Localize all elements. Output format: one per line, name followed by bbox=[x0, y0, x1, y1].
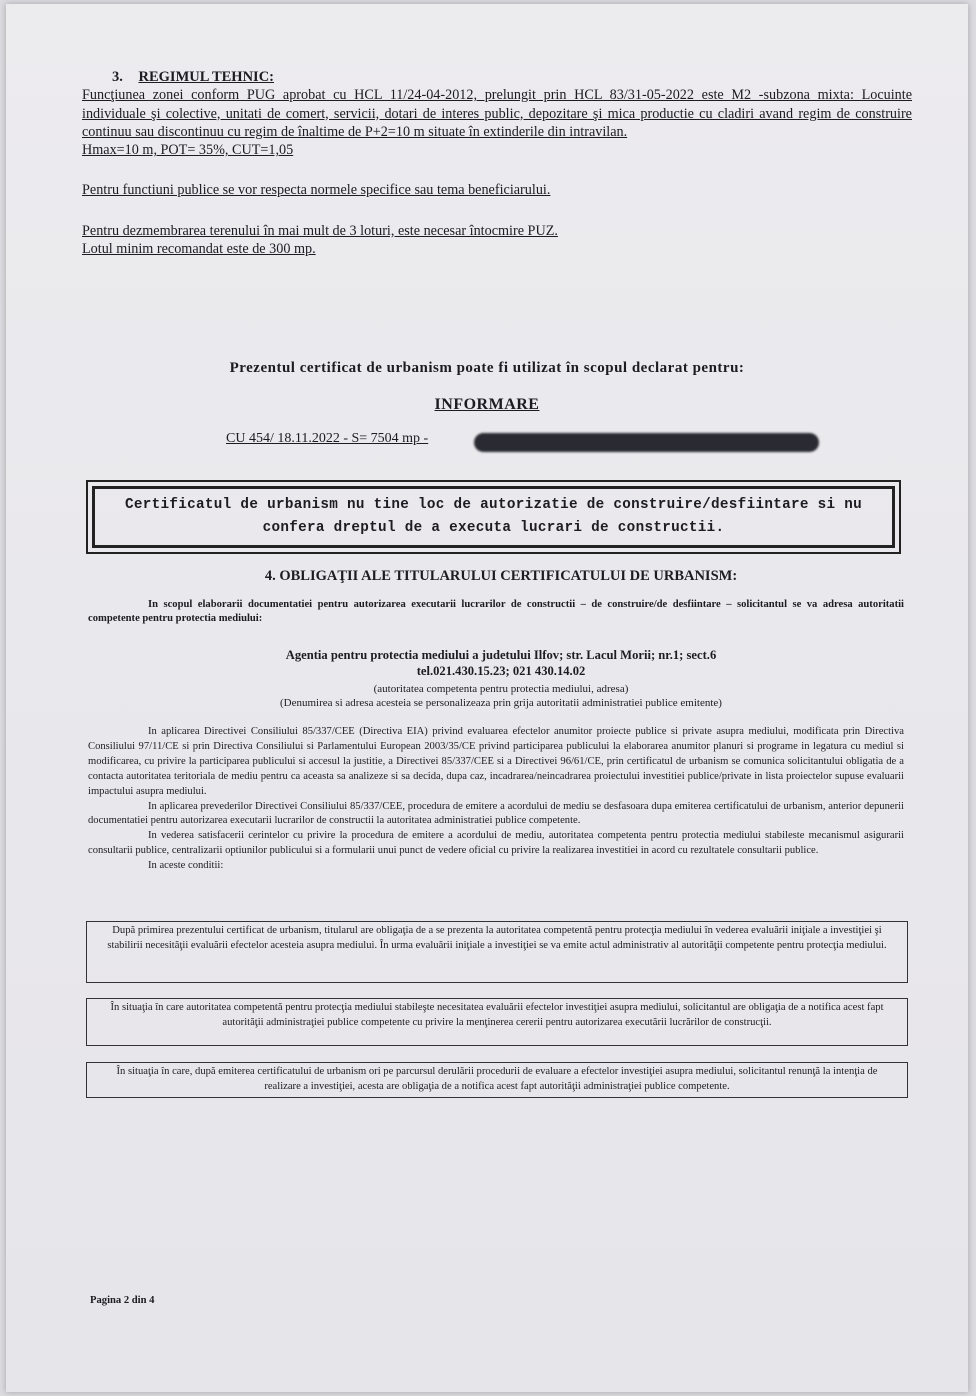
agency-phone: tel.021.430.15.23; 021 430.14.02 bbox=[416, 663, 586, 678]
redaction-bar bbox=[474, 433, 819, 452]
parcel-split-note: Pentru dezmembrarea terenului în mai mult de 3 loturi, este necesar întocmire PUZ. bbox=[82, 222, 558, 239]
agency-notes bbox=[6, 682, 976, 710]
page-number: Pagina 2 din 4 bbox=[90, 1295, 155, 1306]
declared-purpose-intro: Prezentul certificat de urbanism poate fi utilizat în scopul declarat pentru: bbox=[229, 360, 745, 376]
section-4-intro: In scopul elaborarii documentatiei pentru autorizarea executarii lucrarilor de constructii – de construire/de desfiintare – solicitantul se va adresa autoritatii competente pentru protectia mediului: bbox=[88, 599, 904, 624]
agency-address: Agentia pentru protectia mediului a judetului Ilfov; str. Lacul Morii; nr.1; sect.6 bbox=[285, 648, 717, 662]
section-3-heading: REGIMUL TEHNIC: bbox=[138, 69, 274, 85]
agency-note-1: (autoritatea competenta pentru protectia mediului, adresa) bbox=[373, 683, 629, 695]
section-4-body bbox=[88, 725, 904, 874]
conditions-lead: In aceste conditii: bbox=[148, 860, 224, 872]
declared-purpose-value: INFORMARE bbox=[434, 396, 540, 413]
minimum-lot-note: Lotul minim recomandat este de 300 mp. bbox=[82, 241, 316, 258]
obligation-box-1: După primirea prezentului certificat de urbanism, titularul are obligaţia de a se prezenta la autoritatea competentă pentru protecţia mediului în vederea evaluării iniţiale a investiţiei şi stabilirii necesităţii evaluării efectelor acesteia asupra mediului. În urma evaluării iniţiale a investiţiei se va emite actul administrativ al autorităţii competente pentru protecţia mediului. bbox=[86, 921, 908, 983]
public-functions-note: Pentru functiuni publice se vor respecta normele specifice sau tema beneficiarului. bbox=[82, 182, 551, 199]
obligation-box-3: În situaţia în care, după emiterea certificatului de urbanism ori pe parcursul derulării procedurii de evaluare a efectelor investiţiei asupra mediului, solicitantul renunţă la intenţia de realizare a investiţiei, acesta are obligaţia de a notifica acest fapt autorităţii administraţiei publice competente. bbox=[86, 1062, 908, 1098]
obligation-box-2: În situaţia în care autoritatea competentă pentru protecţia mediului stabileşte necesitatea evaluării efectelor investiţiei asupra mediului, solicitantul are obligaţia de a notifica acest fapt autorităţii administraţiei publice competente cu privire la menţinerea cererii pentru autorizarea executării lucrărilor de construcţii. bbox=[86, 998, 908, 1046]
section-4-title: 4. OBLIGAŢII ALE TITULARULUI CERTIFICATULUI DE URBANISM: bbox=[264, 568, 738, 584]
section-3 bbox=[82, 68, 912, 258]
directive-paragraph-3: In vederea satisfacerii cerintelor cu privire la procedura de emitere a acordului de mediu, autoritatea competenta pentru protectia mediului stabileste mecanismul asigurarii consultarii publice, centralizarii optiunilor publicului si a formularii unui punct de vedere oficial cu privire la realizarea investitiei in acord cu rezultatele consultarii publice. bbox=[88, 830, 904, 857]
section-3-title bbox=[82, 68, 912, 86]
warning-box bbox=[86, 480, 901, 554]
zone-values: Hmax=10 m, POT= 35%, CUT=1,05 bbox=[82, 142, 294, 159]
environment-agency bbox=[6, 648, 976, 679]
directive-paragraph-2: In aplicarea prevederilor Directivei Consiliului 85/337/CEE, procedura de emitere a acordului de mediu se desfasoara dupa emiterea certificatului de urbanism, anterior depunerii documentatiei pentru autorizarea executarii lucrarilor de constructii la autoritatea administratiei publice competente. bbox=[88, 800, 904, 827]
section-3-number: 3. bbox=[112, 69, 123, 85]
certificate-reference: CU 454/ 18.11.2022 - S= 7504 mp - bbox=[226, 431, 429, 446]
agency-note-2: (Denumirea si adresa acesteia se personalizeaza prin grija autoritatii administratiei publice emitente) bbox=[280, 697, 722, 709]
zone-function-paragraph: Funcţiunea zonei conform PUG aprobat cu HCL 11/24-04-2012, prelungit prin HCL 83/31-05-2022 este M2 -subzona mixta: Locuinte individuale şi colective, unitati de comert, servicii, dotari de interes public, depozitare şi mica productie cu cladiri avand regim de construire continuu sau discontinuu cu regim de înaltime de P+2=10 m situate în extinderile din intravilan. bbox=[82, 87, 912, 140]
document-page bbox=[6, 4, 968, 1392]
directive-paragraph-1: In aplicarea Directivei Consiliului 85/337/CEE (Directiva EIA) privind evaluarea efectelor anumitor proiecte publice si private asupra mediului, modificata prin Directiva Consiliului 97/11/CE si prin Directiva Consiliului si Parlamentului European 2003/35/CE privind participarea publicului la elaborarea anumitor planuri si programe in legatura cu mediul si modificarea, cu privire la participarea publicului si accesul la justitie, a Directivei 85/337/CEE si a Directivei 96/61/CE, prin certificatul de urbanism se comunica solicitantului obligatia de a contacta autoritatea teritoriala de mediu pentru ca aceasta sa analizeze si sa decida, dupa caz, incadrarea/neincadrarea proiectului investitiei publice/private in lista proiectelor supuse evaluarii impactului asupra mediului. bbox=[88, 726, 904, 797]
warning-text: Certificatul de urbanism nu tine loc de autorizatie de construire/desfiintare si nu confera dreptul de a executa lucrari de constructii. bbox=[92, 486, 895, 548]
